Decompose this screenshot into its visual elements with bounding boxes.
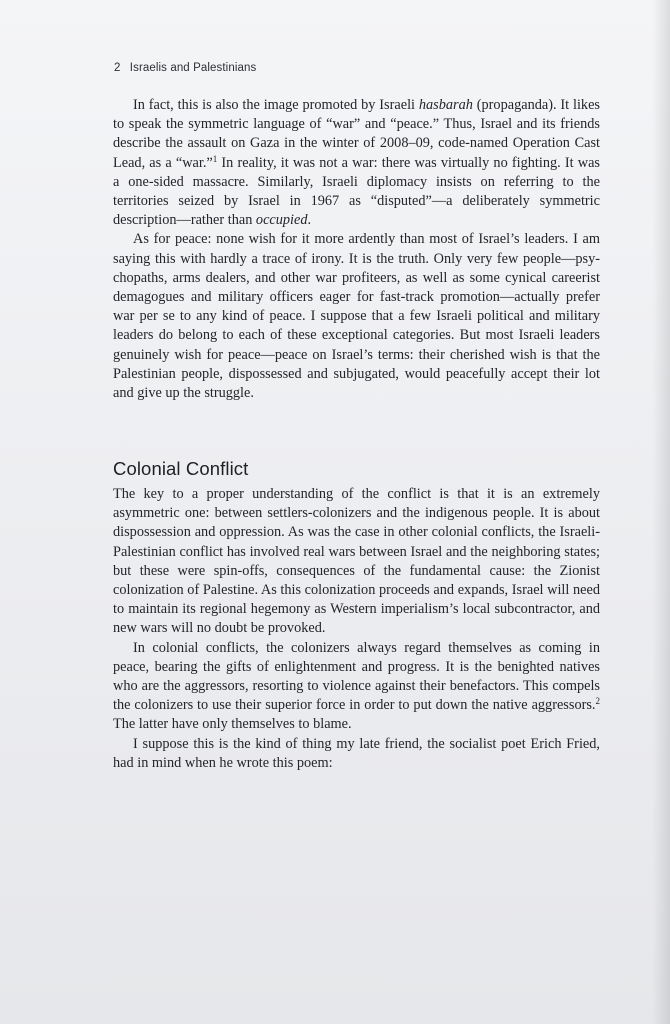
paragraph-key-understanding: The key to a proper understanding of the conflict is that it is an extremely asymmetric one: between settlers-colonizers and the indigenous people. It is about dispossession and oppression. As was the case in other colonial conflicts, the Israeli-Palestinian conflict has involved real wars between Israel and the neighboring states; but these were spin-offs, consequences of the fundamental cause: the Zionist colonization of Palestine. As this colonization proceeds and expands, Israel will need to maintain its regional hegemony as Western imperialism’s local subcontractor, and new wars will no doubt be provoked. xyxy=(113,486,600,637)
section-colonial-conflict xyxy=(113,457,600,773)
page-number: 2 xyxy=(114,62,121,74)
footnote-marker-1[interactable]: 1 xyxy=(212,153,218,164)
paragraph-text: In reality, it was not a war: there was virtually no fighting. It was a one-sided massacre. Similarly, Israeli diplomacy insists on referring to the territories seized by Israel in 1967 as “disputed”—a deliberately symmetric description—rather than xyxy=(113,154,600,229)
paragraph-peace: As for peace: none wish for it more ardently than most of Israel’s leaders. I am saying this with hardly a trace of irony. It is the truth. Only very few people—psychopaths, arms dealers, and other war profiteers, as well as some cynical careerist demagogues and military officers eager for fast-track promotion—actually prefer war per se to any kind of peace. I suppose that a few Israeli political and military leaders do belong to each of these exceptional categories. But most Israeli leaders genuinely wish for peace—peace on Israel’s terms: their cherished wish is that the Palestinian people, dispossessed and subjugated, would peacefully accept their lot and give up the struggle. xyxy=(113,231,600,402)
paragraph-text: (propaganda). It likes to speak the symmetric language of “war” and “peace.” Thus, Israel and its friends describe the assault on Gaza in the winter of 2008–09, code-named Operation Cast Lead, as a “war.” xyxy=(113,97,600,171)
paragraph-text: In colonial conflicts, the colonizers always regard themselves as coming in peace, bearing the gifts of enlightenment and progress. It is the benighted natives who are the aggressors, resorting to violence against their benefactors. This compels the colonizers to use their superior force in order to put down the native aggressors. xyxy=(113,639,600,714)
paragraph-colonizers xyxy=(113,639,600,735)
section-intro xyxy=(113,96,600,403)
paragraph-erich-fried: I suppose this is the kind of thing my late friend, the socialist poet Erich Fried, had in mind when he wrote this poem: xyxy=(113,735,600,771)
italic-term-occupied: occupied xyxy=(255,212,308,229)
running-header xyxy=(114,62,256,74)
running-title: Israelis and Palestinians xyxy=(129,62,257,74)
paragraph-text: . xyxy=(307,212,312,229)
section-heading: Colonial Conflict xyxy=(113,458,249,479)
italic-term-hasbarah: hasbarah xyxy=(418,97,473,113)
paragraph-text: The latter have only themselves to blame. xyxy=(113,716,352,733)
footnote-marker-2[interactable]: 2 xyxy=(595,696,600,707)
paragraph-text: In fact, this is also the image promoted by Israeli xyxy=(133,97,419,113)
page-edge-shadow xyxy=(652,0,670,1024)
paragraph-hasbarah xyxy=(113,96,600,230)
